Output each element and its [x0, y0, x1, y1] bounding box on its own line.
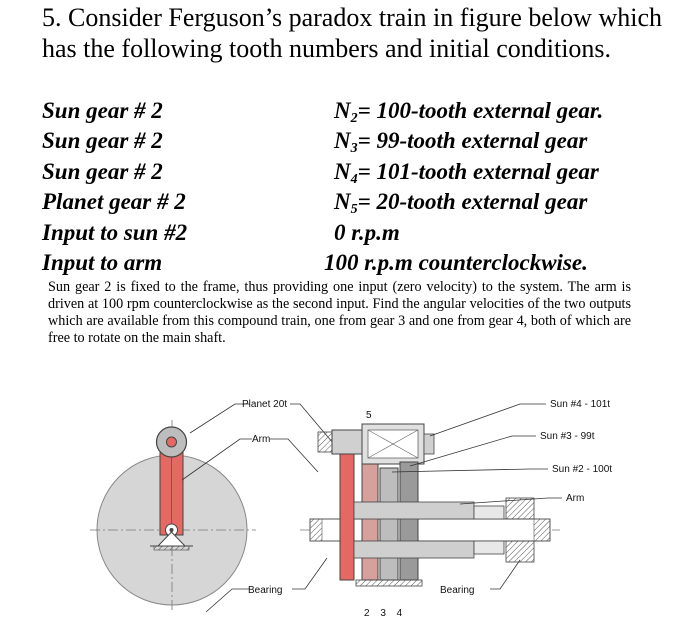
- question-text: 5. Consider Ferguson’s paradox train in figure below which has the following tooth numbers and initial conditions.: [42, 3, 662, 63]
- spec-row: [42, 218, 662, 248]
- spec-label: Input to sun #2: [42, 219, 188, 245]
- bearing-label-left: Bearing: [248, 585, 283, 596]
- bearing-label-right: Bearing: [440, 585, 475, 596]
- sun-gear-4: [400, 462, 418, 580]
- arm-label-right: Arm: [566, 493, 585, 504]
- sun-gear-3: [380, 468, 398, 580]
- spec-table: [42, 96, 662, 278]
- spec-label: Sun gear # 2: [42, 158, 163, 184]
- sun4-label: Sun #4 - 101t: [550, 399, 611, 410]
- paradox-train-figure: [0, 380, 700, 634]
- spec-label: Planet gear # 2: [42, 189, 186, 215]
- sun2-label: Sun #2 - 100t: [552, 464, 613, 475]
- arm-section: [340, 448, 354, 580]
- planet-label: Planet 20t: [242, 399, 288, 410]
- spec-row: [42, 96, 662, 126]
- spec-value: $N_2=$ 100-tooth external gear.: [334, 98, 604, 126]
- spec-row: [42, 187, 662, 217]
- spec-label: Sun gear # 2: [42, 128, 163, 154]
- spec-label: Sun gear # 2: [42, 98, 163, 123]
- spec-row: [42, 157, 662, 187]
- problem-paragraph: Sun gear 2 is fixed to the frame, thus providing one input (zero velocity) to the system. The arm is driven at 100 rpm counterclockwise as the second input. Find the angular velocities of the two outputs which are available from this compound train, one from gear 3 and one from gear 4, both of which are free to rotate on the main shaft.: [48, 279, 631, 346]
- spec-row: [42, 126, 662, 156]
- spec-row: [42, 248, 662, 278]
- spec-label: Input to arm: [42, 249, 163, 275]
- spec-value: 100 r.p.m counterclockwise.: [324, 249, 588, 275]
- sun-gear-2: [362, 464, 378, 580]
- spec-value: $N_3=$ 99-tooth external gear: [334, 128, 588, 157]
- spec-value: 0 r.p.m: [334, 219, 400, 245]
- spec-value: $N_4=$ 101-tooth external gear: [334, 158, 599, 187]
- gear-5-label: 5: [366, 410, 372, 421]
- gear-numbers-label: 2 3 4: [364, 608, 407, 619]
- spec-value: $N_5=$ 20-tooth external gear: [334, 189, 588, 218]
- sun3-label: Sun #3 - 99t: [540, 431, 595, 442]
- arm-label-left: Arm: [252, 434, 271, 445]
